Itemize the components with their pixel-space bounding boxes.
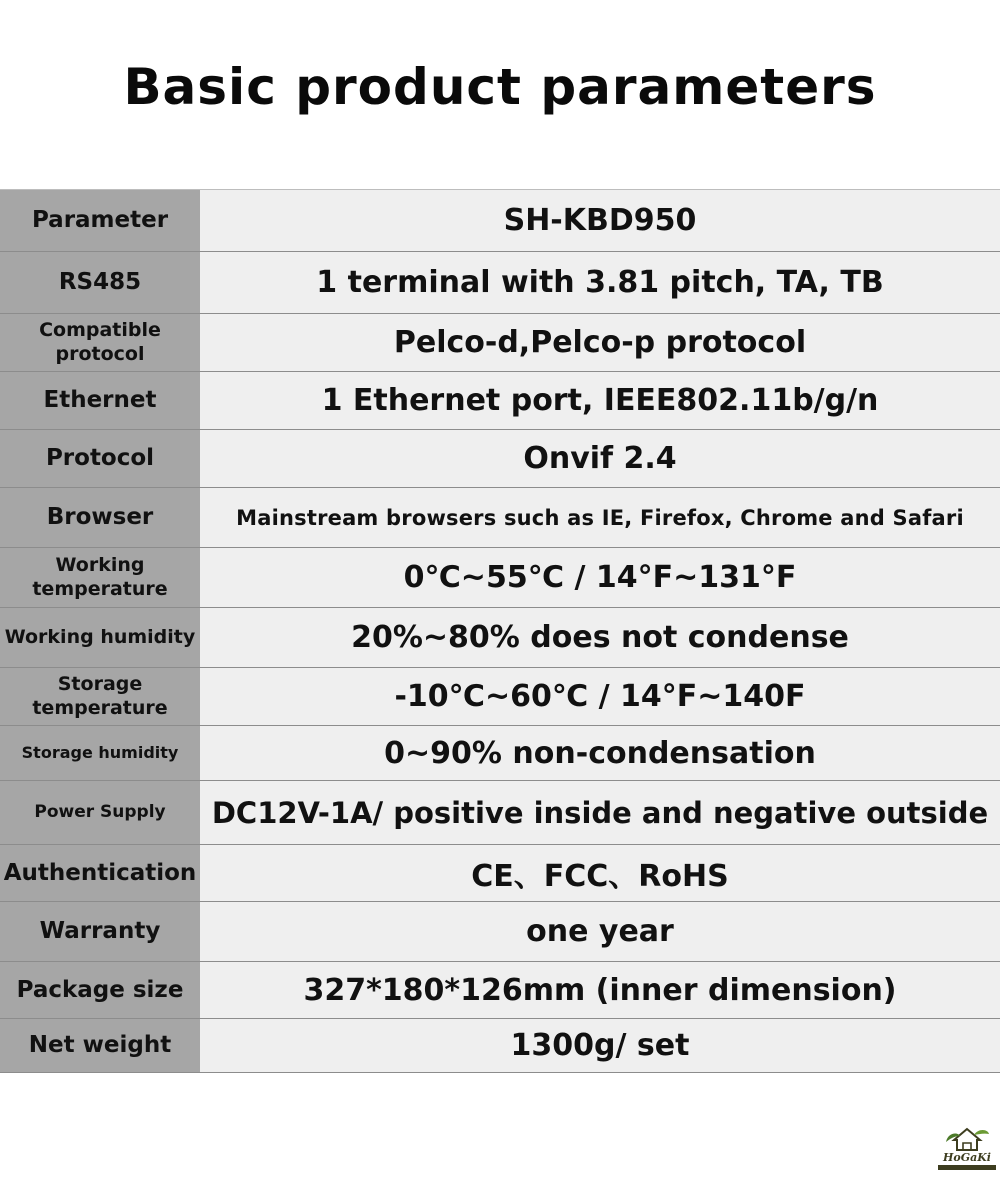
row-label: Storage temperature bbox=[0, 668, 200, 725]
table-row bbox=[0, 190, 1000, 252]
row-label: Warranty bbox=[0, 902, 200, 961]
parameters-table bbox=[0, 189, 1000, 1073]
row-value: 0℃~55℃ / 14°F~131°F bbox=[200, 548, 1000, 607]
table-row bbox=[0, 962, 1000, 1019]
row-value: 327*180*126mm (inner dimension) bbox=[200, 962, 1000, 1018]
table-row bbox=[0, 845, 1000, 902]
row-value: Pelco-d,Pelco-p protocol bbox=[200, 314, 1000, 371]
row-value: 20%~80% does not condense bbox=[200, 608, 1000, 667]
table-row bbox=[0, 726, 1000, 781]
row-value: 0~90% non-condensation bbox=[200, 726, 1000, 780]
table-row bbox=[0, 1019, 1000, 1073]
table-row bbox=[0, 548, 1000, 608]
row-label: Protocol bbox=[0, 430, 200, 487]
table-row bbox=[0, 314, 1000, 372]
row-value: SH-KBD950 bbox=[200, 190, 1000, 251]
row-label: Package size bbox=[0, 962, 200, 1018]
brand-logo bbox=[938, 1126, 996, 1170]
row-value: 1300g/ set bbox=[200, 1019, 1000, 1072]
table-row bbox=[0, 372, 1000, 430]
table-row bbox=[0, 608, 1000, 668]
row-label: Authentication bbox=[0, 845, 200, 901]
page-title: Basic product parameters bbox=[123, 58, 877, 116]
row-value: Mainstream browsers such as IE, Firefox, Chrome and Safari bbox=[200, 488, 1000, 547]
table-row bbox=[0, 668, 1000, 726]
row-label: Working humidity bbox=[0, 608, 200, 667]
row-value: 1 Ethernet port, IEEE802.11b/g/n bbox=[200, 372, 1000, 429]
row-label: Power Supply bbox=[0, 781, 200, 844]
table-row bbox=[0, 430, 1000, 488]
row-value: CE、FCC、RoHS bbox=[200, 845, 1000, 901]
row-value: one year bbox=[200, 902, 1000, 961]
row-value: 1 terminal with 3.81 pitch, TA, TB bbox=[200, 252, 1000, 313]
table-row bbox=[0, 488, 1000, 548]
row-label: Ethernet bbox=[0, 372, 200, 429]
row-label: RS485 bbox=[0, 252, 200, 313]
logo-underline bbox=[938, 1165, 996, 1170]
table-row bbox=[0, 252, 1000, 314]
row-label: Net weight bbox=[0, 1019, 200, 1072]
logo-text: HoGaKi bbox=[943, 1151, 991, 1164]
row-label: Parameter bbox=[0, 190, 200, 251]
table-row bbox=[0, 781, 1000, 845]
table-row bbox=[0, 902, 1000, 962]
row-value: -10℃~60℃ / 14°F~140F bbox=[200, 668, 1000, 725]
row-label: Working temperature bbox=[0, 548, 200, 607]
row-value: DC12V-1A/ positive inside and negative outside bbox=[200, 781, 1000, 844]
row-label: Storage humidity bbox=[0, 726, 200, 780]
row-value: Onvif 2.4 bbox=[200, 430, 1000, 487]
row-label: Browser bbox=[0, 488, 200, 547]
row-label: Compatible protocol bbox=[0, 314, 200, 371]
